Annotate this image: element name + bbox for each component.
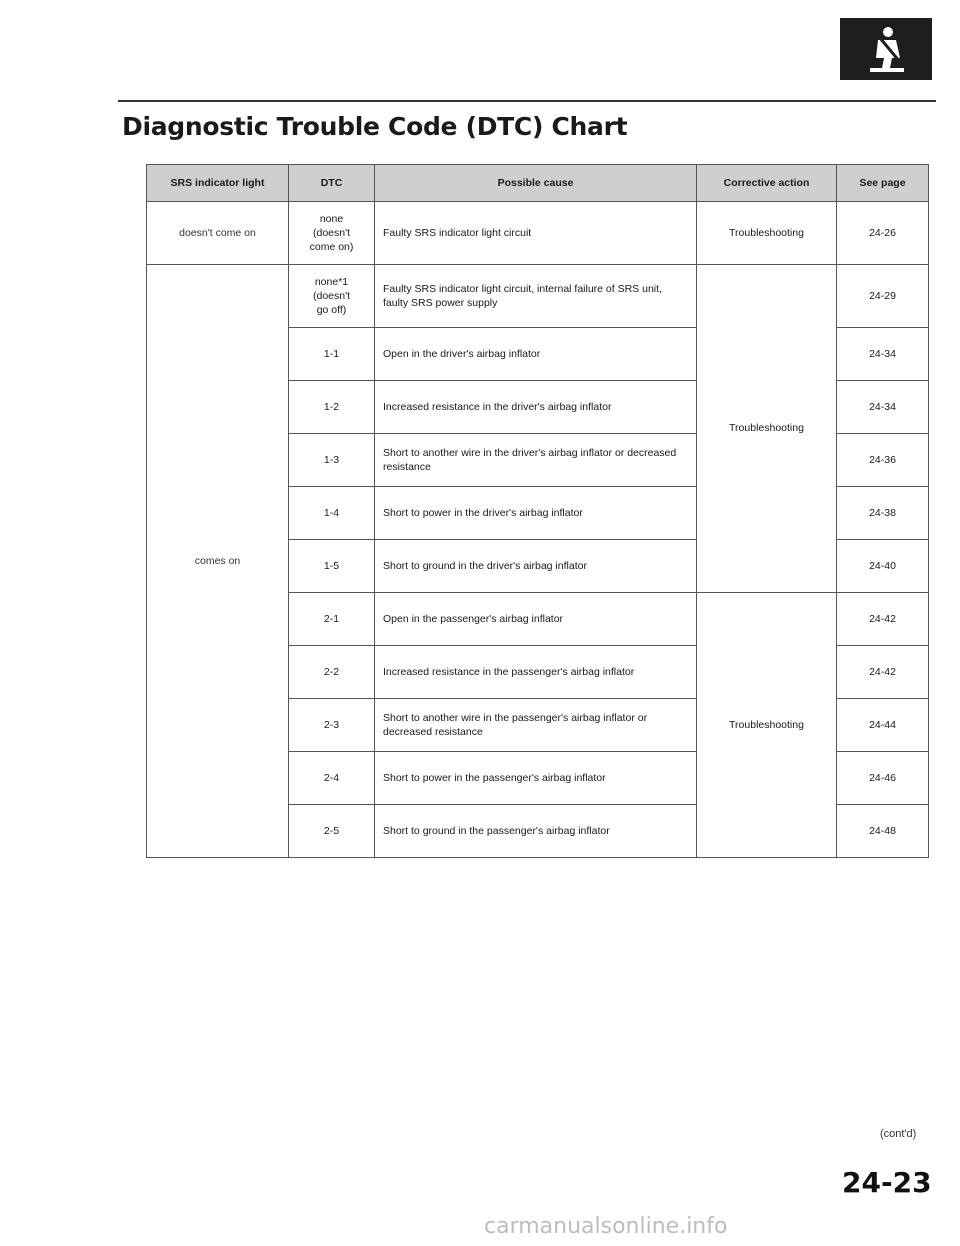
dtc-cell: 2-4 <box>289 752 375 805</box>
cause-cell: Open in the passenger's airbag inflator <box>375 593 697 646</box>
cause-cell: Short to another wire in the driver's airbag inflator or decreased resistance <box>375 434 697 487</box>
dtc-cell: 2-1 <box>289 593 375 646</box>
dtc-cell: 1-4 <box>289 487 375 540</box>
cause-cell: Increased resistance in the driver's airbag inflator <box>375 381 697 434</box>
page-title: Diagnostic Trouble Code (DTC) Chart <box>122 112 628 141</box>
dtc-cell: none*1 (doesn't go off) <box>289 265 375 328</box>
dtc-cell: none (doesn't come on) <box>289 202 375 265</box>
action-cell: Troubleshooting <box>697 202 837 265</box>
action-cell: Troubleshooting <box>697 265 837 593</box>
page-cell: 24-42 <box>837 646 929 699</box>
dtc-cell: 1-3 <box>289 434 375 487</box>
header-srs-indicator-light: SRS indicator light <box>147 165 289 202</box>
table-row <box>147 202 929 265</box>
dtc-cell: 2-3 <box>289 699 375 752</box>
continued-note: (cont'd) <box>880 1128 917 1140</box>
cause-cell: Short to power in the passenger's airbag inflator <box>375 752 697 805</box>
table-header-row <box>147 165 929 202</box>
header-possible-cause: Possible cause <box>375 165 697 202</box>
dtc-cell: 2-2 <box>289 646 375 699</box>
page-cell: 24-29 <box>837 265 929 328</box>
header-see-page: See page <box>837 165 929 202</box>
dtc-chart-table <box>146 164 929 858</box>
dtc-cell: 1-2 <box>289 381 375 434</box>
page-cell: 24-44 <box>837 699 929 752</box>
cause-cell: Short to power in the driver's airbag inflator <box>375 487 697 540</box>
cause-cell: Short to another wire in the passenger's airbag inflator or decreased resistance <box>375 699 697 752</box>
header-rule <box>118 100 936 102</box>
table-row <box>147 265 929 328</box>
page-cell: 24-42 <box>837 593 929 646</box>
page-cell: 24-48 <box>837 805 929 858</box>
page-cell: 24-36 <box>837 434 929 487</box>
cause-cell: Faulty SRS indicator light circuit, internal failure of SRS unit, faulty SRS power supply <box>375 265 697 328</box>
dtc-cell: 1-5 <box>289 540 375 593</box>
header-dtc: DTC <box>289 165 375 202</box>
cause-cell: Short to ground in the passenger's airbag inflator <box>375 805 697 858</box>
page-cell: 24-40 <box>837 540 929 593</box>
page-cell: 24-34 <box>837 328 929 381</box>
cause-cell: Short to ground in the driver's airbag inflator <box>375 540 697 593</box>
header-corrective-action: Corrective action <box>697 165 837 202</box>
page-cell: 24-46 <box>837 752 929 805</box>
cause-cell: Open in the driver's airbag inflator <box>375 328 697 381</box>
light-state-cell: comes on <box>147 265 289 858</box>
cause-cell: Faulty SRS indicator light circuit <box>375 202 697 265</box>
srs-seatbelt-icon <box>840 18 932 80</box>
watermark: carmanualsonline.info <box>484 1214 728 1239</box>
dtc-cell: 2-5 <box>289 805 375 858</box>
page-number: 24-23 <box>842 1166 932 1199</box>
page-cell: 24-38 <box>837 487 929 540</box>
dtc-cell: 1-1 <box>289 328 375 381</box>
page-cell: 24-26 <box>837 202 929 265</box>
action-cell: Troubleshooting <box>697 593 837 858</box>
light-state-cell: doesn't come on <box>147 202 289 265</box>
cause-cell: Increased resistance in the passenger's airbag inflator <box>375 646 697 699</box>
page-cell: 24-34 <box>837 381 929 434</box>
